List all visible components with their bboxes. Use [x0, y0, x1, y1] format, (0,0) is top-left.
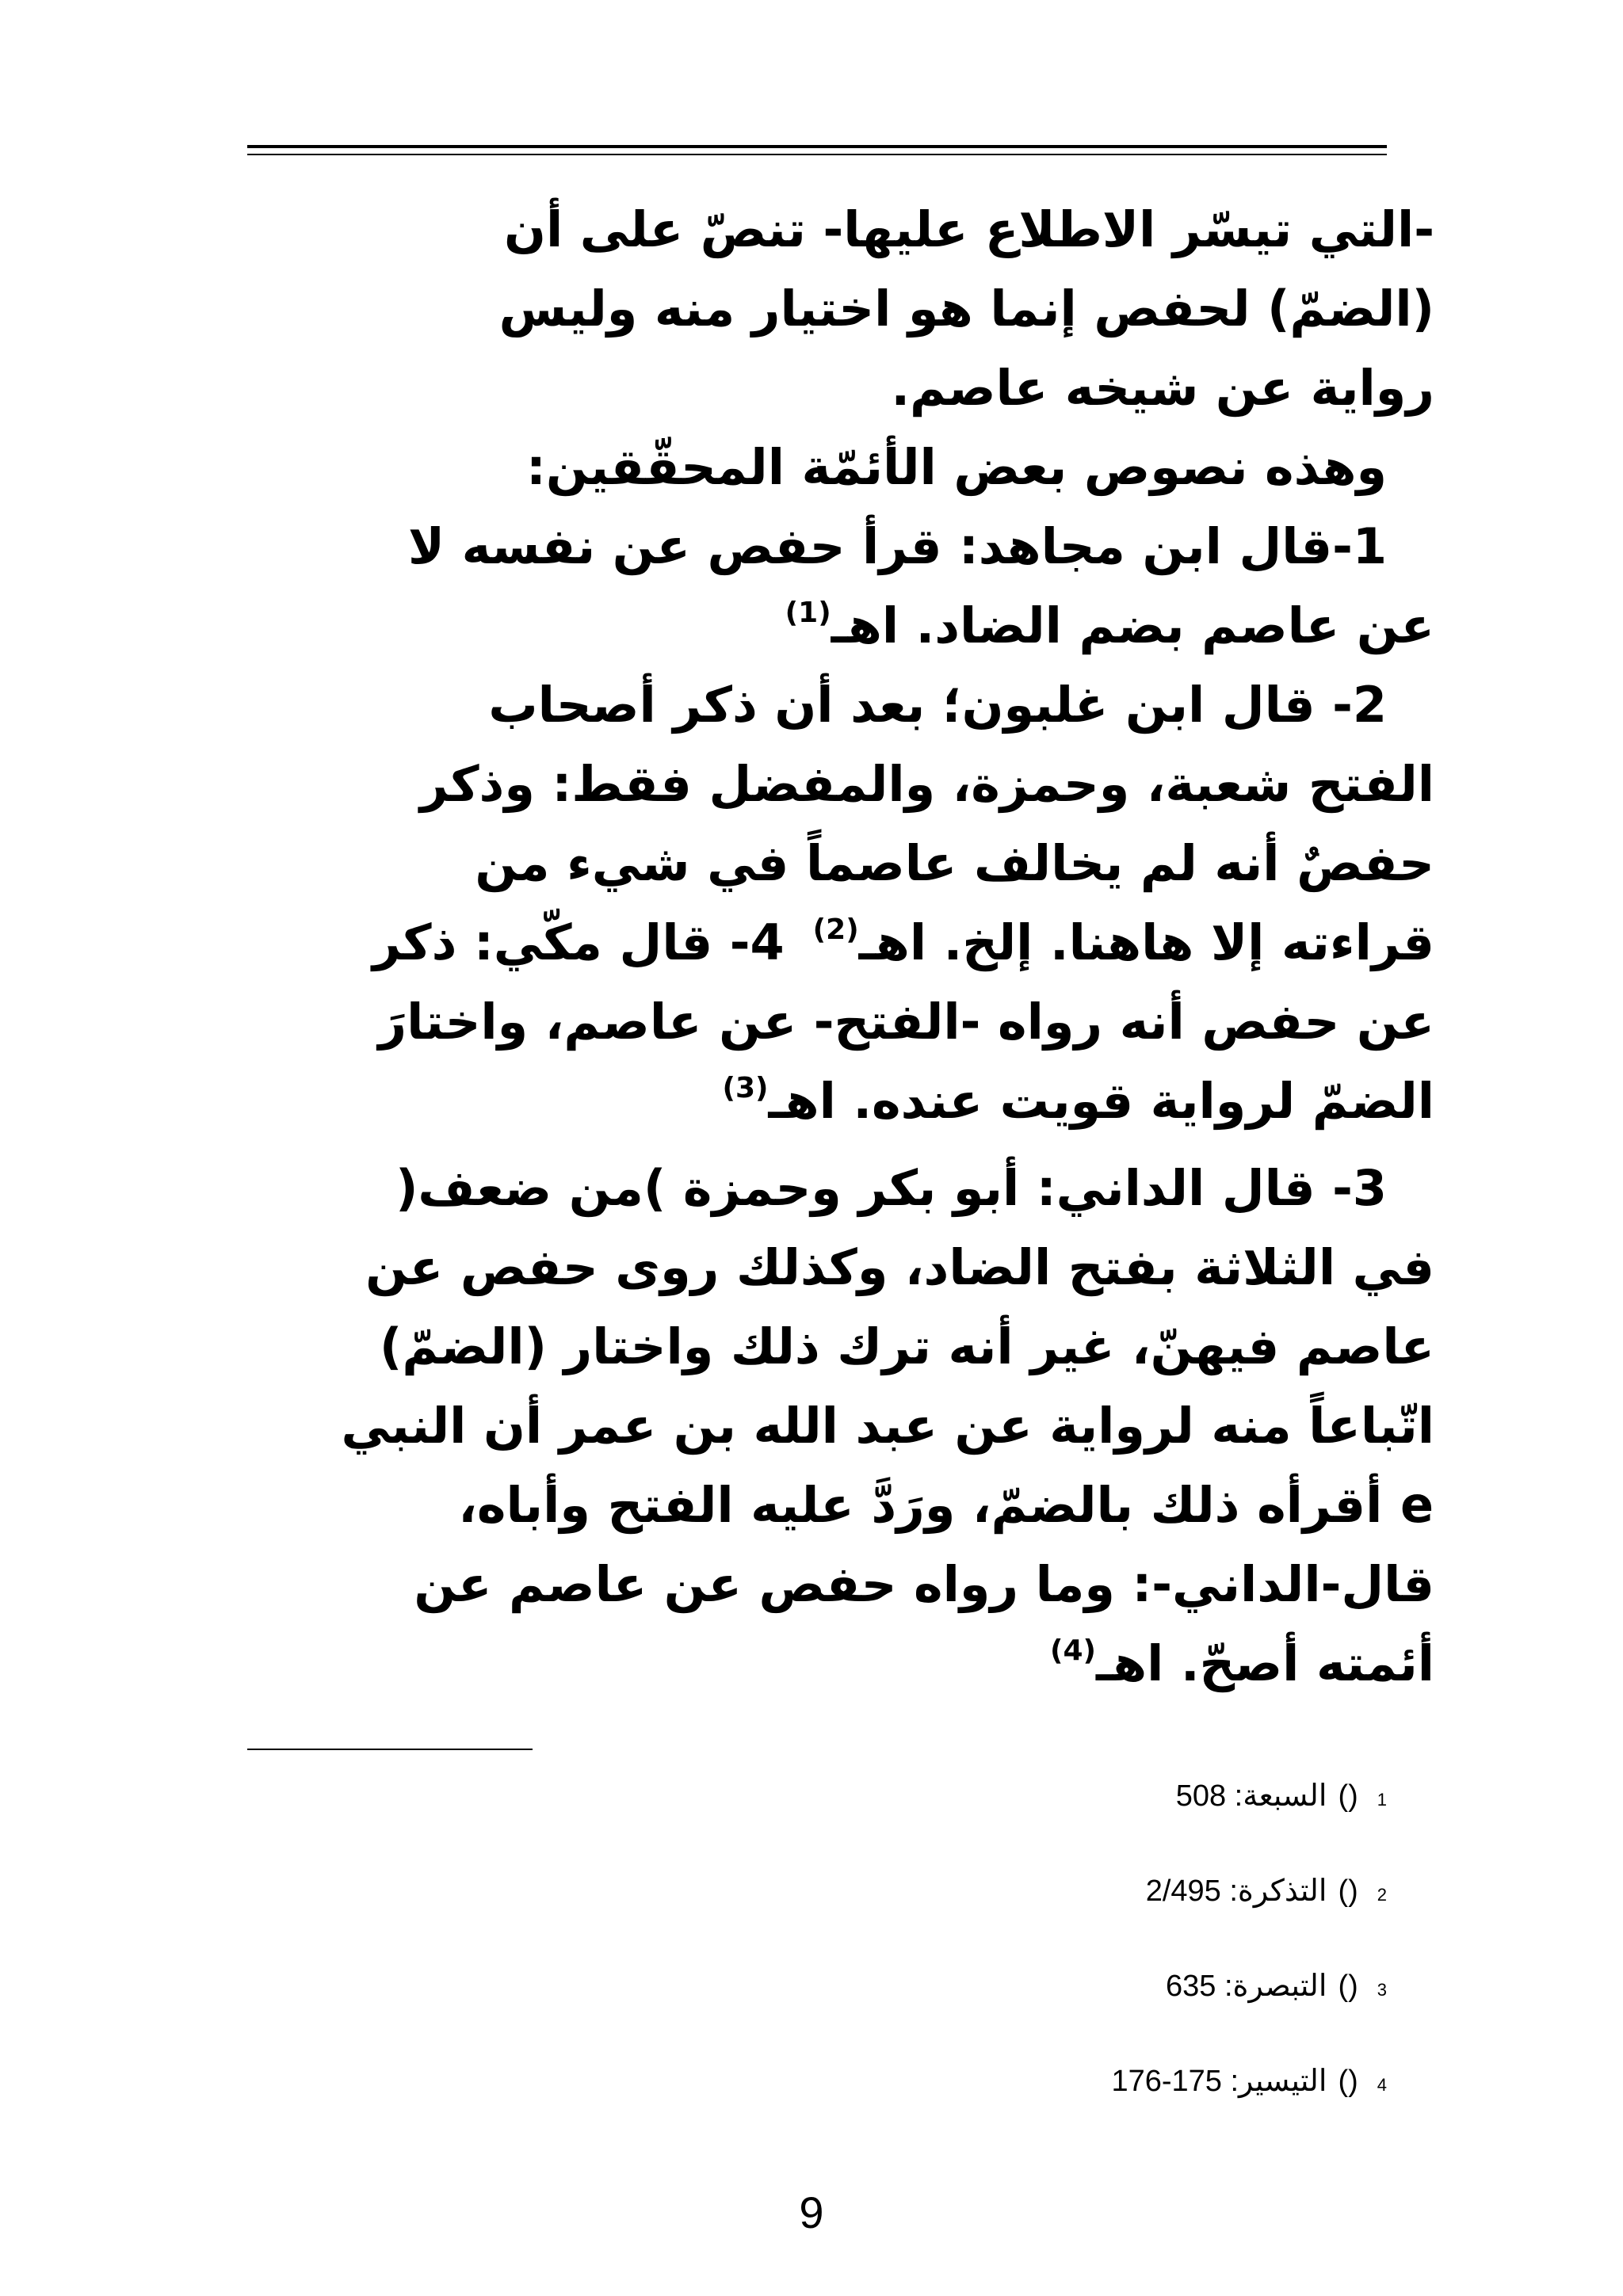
- body-line-text: قراءته إلا هاهنا. إلخ. اهـ: [858, 913, 1434, 971]
- footnote-number: 1: [1377, 1790, 1387, 1810]
- body-line: [372, 903, 1434, 982]
- footnote-ref-3: (3): [722, 1072, 769, 1104]
- body-line: [785, 586, 1434, 666]
- body-line-text: عن عاصم بضم الضاد. اهـ: [831, 597, 1434, 654]
- body-line: عاصم فيهنّ، غير أنه ترك ذلك واختار (الضمّ): [380, 1318, 1434, 1375]
- footnote-text: السبعة: 508: [1175, 1779, 1327, 1813]
- body-line: الفتح شعبة، وحمزة، والمفضل فقط: وذكر: [419, 755, 1434, 813]
- footnote-number: 2: [1377, 1885, 1387, 1905]
- footnote-paren: (): [1338, 2065, 1358, 2098]
- body-line: e أقرأه ذلك بالضمّ، ورَدَّ عليه الفتح وأباه،: [458, 1476, 1434, 1534]
- body-line: 3- قال الداني: أبو بكر وحمزة )من ضعف(: [395, 1159, 1387, 1217]
- body-line: وهذه نصوص بعض الأئمّة المحقّقين:: [526, 438, 1387, 496]
- body-line: [722, 1062, 1434, 1141]
- footnote-paren: (): [1338, 1779, 1358, 1813]
- body-line-text: الضمّ لرواية قويت عنده. اهـ: [768, 1072, 1434, 1130]
- footnote-text: التيسير: 175-176: [1111, 2065, 1327, 2098]
- body-line: في الثلاثة بفتح الضاد، وكذلك روى حفص عن: [365, 1238, 1434, 1296]
- footnote-3: [1166, 1962, 1387, 2010]
- footnote-ref-1: (1): [785, 597, 831, 629]
- footnote-text: التذكرة: 2/495: [1145, 1875, 1327, 1908]
- body-line: رواية عن شيخه عاصم.: [891, 359, 1434, 417]
- footnote-number: 4: [1377, 2075, 1387, 2095]
- footnote-1: [1176, 1772, 1387, 1820]
- footnote-text: التبصرة: 635: [1166, 1970, 1327, 2003]
- body-line: (الضمّ) لحفص إنما هو اختيار منه وليس: [498, 280, 1434, 338]
- header-rule-bottom: [247, 154, 1387, 155]
- footnote-ref-4: (4): [1050, 1634, 1096, 1667]
- footnote-paren: (): [1338, 1875, 1358, 1908]
- header-rule-top: [247, 145, 1387, 148]
- body-line: [1050, 1624, 1434, 1703]
- footnote-4: [1111, 2058, 1387, 2105]
- footnote-separator: [247, 1749, 533, 1750]
- footnote-2: [1146, 1867, 1387, 1915]
- footnote-ref-2: (2): [812, 913, 859, 946]
- footnote-paren: (): [1338, 1970, 1358, 2003]
- body-line: 1-قال ابن مجاهد: قرأ حفص عن نفسه لا: [407, 517, 1387, 575]
- body-line: حفصٌ أنه لم يخالف عاصماً في شيء من: [475, 834, 1434, 892]
- body-line: 2- قال ابن غلبون؛ بعد أن ذكر أصحاب: [488, 676, 1387, 734]
- body-line: عن حفص أنه رواه -الفتح- عن عاصم، واختارَ: [378, 993, 1434, 1051]
- body-line: اتّباعاً منه لرواية عن عبد الله بن عمر أن النبي: [341, 1397, 1434, 1455]
- body-line-text: 4- قال مكّي: ذكر: [372, 913, 785, 971]
- page-number: 9: [799, 2187, 824, 2237]
- body-line-text: أئمته أصحّ. اهـ: [1095, 1634, 1434, 1692]
- body-line: -التي تيسّر الاطلاع عليها- تنصّ على أن: [504, 200, 1434, 258]
- footnote-number: 3: [1377, 1980, 1387, 2000]
- body-line: قال-الداني-: وما رواه حفص عن عاصم عن: [414, 1555, 1434, 1613]
